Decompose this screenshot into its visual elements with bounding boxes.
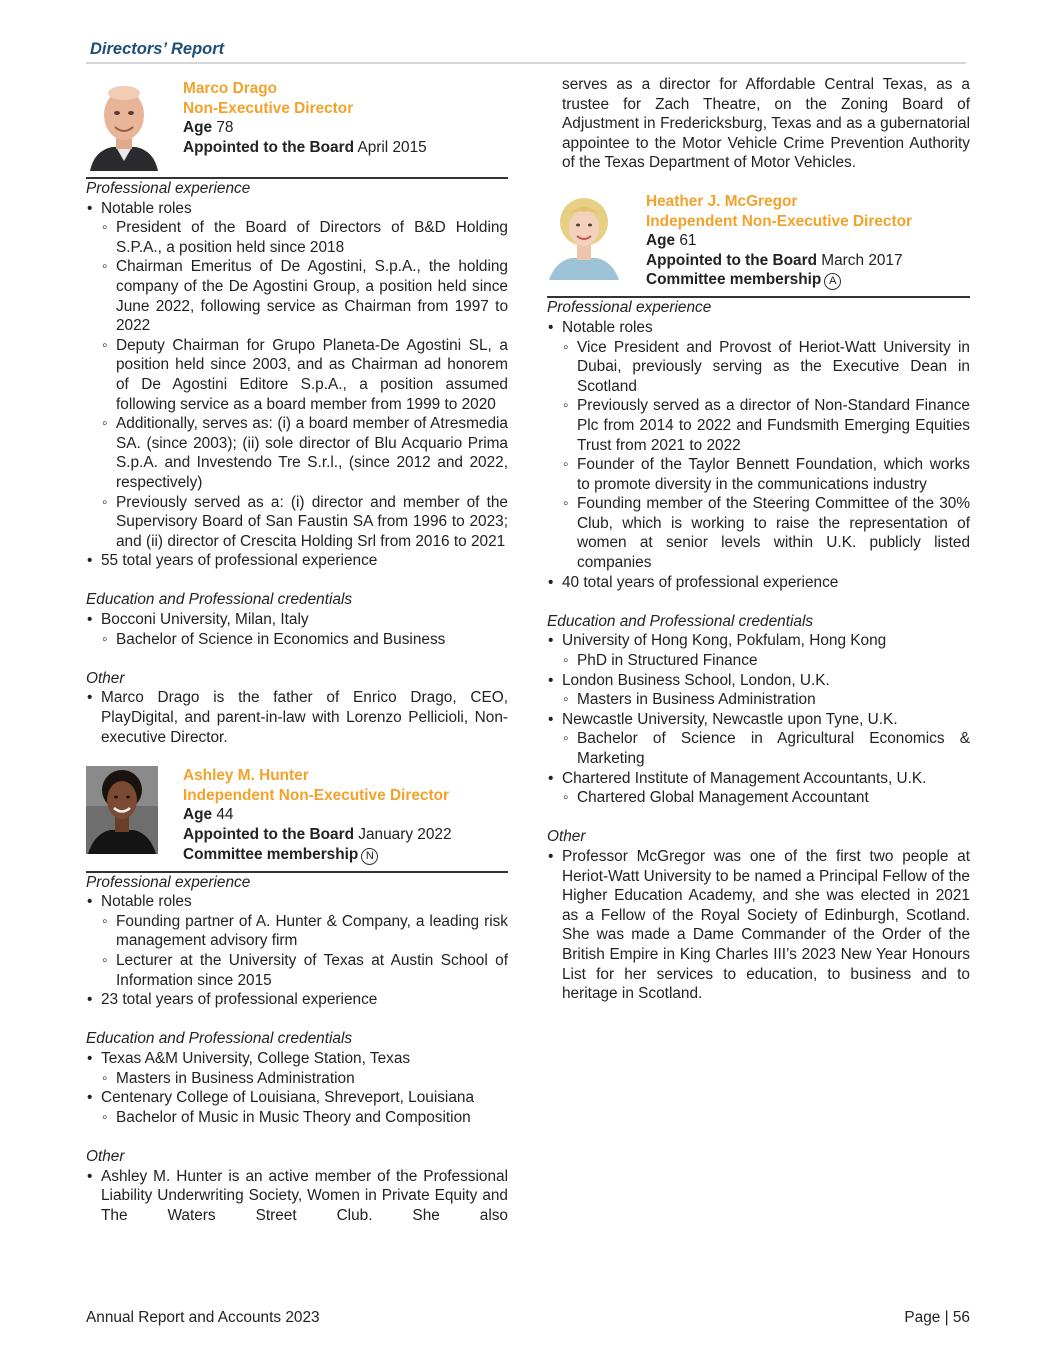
section-heading-education: Education and Professional credentials [86,1030,353,1048]
list-item: ◦ Founding partner of A. Hunter & Company, a leading risk management advisory firm [101,912,508,951]
age-value: 44 [216,806,234,824]
committee-label: Committee membership [183,845,359,863]
school-name: University of Hong Kong, Pokfulam, Hong Kong [562,632,887,650]
section-heading-other: Other [86,1147,125,1165]
director-profile-drago [86,79,508,179]
age-value: 61 [679,232,697,250]
appointed-value: March 2017 [821,251,903,269]
director-role: Independent Non-Executive Director [646,212,912,230]
list-item: ◦ Bachelor of Music in Music Theory and Composition [101,1108,508,1128]
right-column [547,75,970,1004]
roles-list [101,218,508,551]
list-item [86,610,508,649]
director-appointed [183,138,508,158]
list-item: ◦ Previously served as a: (i) director and member of the Supervisory Board of San Faustin SA from 1996 to 2023; and (ii) director of Crescita Holding Srl from 2016 to 2021 [101,493,508,552]
committee-label: Committee membership [646,271,822,289]
school-name: London Business School, London, U.K. [562,671,830,689]
school-name: Centenary College of Louisiana, Shreveport, Louisiana [101,1089,475,1107]
list-item [547,631,970,670]
age-label: Age [183,806,213,824]
director-info-hunter [183,766,508,864]
list-item: ◦ Vice President and Provost of Heriot-Watt University in Dubai, previously serving as the Executive Dean in Scotland [562,338,970,397]
section-heading-education: Education and Professional credentials [86,591,353,609]
footer-page-number: Page | 56 [904,1309,970,1326]
director-photo-drago [86,79,162,171]
section-heading-experience: Professional experience [86,873,251,891]
director-name: Heather J. McGregor [646,192,798,210]
hunter-other-continued: serves as a director for Affordable Central Texas, as a trustee for Zach Theatre, on the Zoning Board of Adjustment in Fredericksburg, Texas and as a gubernatorial appointee to the Motor Vehicle Crime Prevention Authority of the Texas Department of Motor Vehicles. [562,76,970,172]
list-item [547,769,970,808]
list-item [547,671,970,710]
left-column [86,79,508,1225]
committee-badge: A [824,273,841,290]
list-item: ◦ Bachelor of Science in Economics and Business [101,630,508,650]
list-item: ◦ Founder of the Taylor Bennett Foundation, which works to promote diversity in the communications industry [562,455,970,494]
experience-list [86,892,508,1010]
list-item [86,199,508,552]
list-item [86,1088,508,1127]
appointed-value: January 2022 [358,826,452,843]
director-profile-hunter [86,766,508,872]
list-item: ◦ Deputy Chairman for Grupo Planeta-De Agostini SL, a position held since 2003, and as Chairman ad honorem of De Agostini Editore S.p.A., a position assumed following service as a board member from 1999 to 2020 [101,336,508,414]
director-age [646,231,970,251]
list-item: ◦ Additionally, serves as: (i) a board member of Atresmedia SA. (since 2003); (ii) sole director of Blu Acquario Prima S.p.A. and Investendo Tre S.r.l., (since 2012 and 2022, respectively) [101,414,508,492]
school-name: Texas A&M University, College Station, Texas [101,1049,411,1067]
section-heading-education: Education and Professional credentials [547,612,814,630]
education-list [86,1049,508,1127]
committee-badge: N [361,848,378,865]
list-item [547,710,970,769]
appointed-value: April 2015 [357,138,427,156]
list-item: • 23 total years of professional experience [86,990,508,1010]
roles-list [101,912,508,990]
other-list [86,688,508,747]
director-age [183,118,508,138]
director-role: Non-Executive Director [183,99,354,117]
other-list [547,847,970,1004]
director-photo-mcgregor [547,192,621,280]
notable-roles-label: Notable roles [562,318,653,336]
list-item [86,892,508,990]
report-section-title: Directors’ Report [90,40,225,58]
director-photo-hunter [86,766,158,854]
age-label: Age [183,119,213,137]
section-heading-other: Other [86,669,125,687]
director-info-drago [183,79,508,157]
footer-report-title: Annual Report and Accounts 2023 [86,1309,320,1326]
list-item: • Ashley M. Hunter is an active member of the Professional Liability Underwriting Society, Women in Private Equity and The Waters Street Club. She also [86,1167,508,1226]
education-list [547,631,970,807]
list-item: ◦ PhD in Structured Finance [562,651,970,671]
school-name: Chartered Institute of Management Accountants, U.K. [562,769,927,787]
school-name: Newcastle University, Newcastle upon Tyne, U.K. [562,710,898,728]
director-info-mcgregor [646,192,970,290]
list-item: • Professor McGregor was one of the first two people at Heriot-Watt University to be named a Principal Fellow of the Higher Education Academy, and she was elected in 2021 as a Fellow of the Royal Society of Edinburgh, Scotland. She was made a Dame Commander of the Order of the British Empire in King Charles III’s 2023 New Year Honours List for her services to education, to business and to heritage in Scotland. [547,847,970,1004]
list-item: ◦ President of the Board of Directors of B&D Holding S.P.A., a position held since 2018 [101,218,508,257]
director-age [183,805,508,825]
list-item: ◦ Bachelor of Science in Agricultural Economics & Marketing [562,729,970,768]
appointed-label: Appointed to the Board [183,138,354,156]
header-divider [86,62,966,64]
list-item [547,318,970,573]
list-item: • 55 total years of professional experience [86,551,508,571]
experience-list [547,318,970,592]
list-item: ◦ Founding member of the Steering Committee of the 30% Club, which is working to raise the representation of women at senior levels within U.K. publicly listed companies [562,494,970,572]
section-heading-experience: Professional experience [86,180,251,197]
list-item: ◦ Chairman Emeritus of De Agostini, S.p.A., the holding company of the De Agostini Group, a position held since June 2022, following service as Chairman from 1997 to 2022 [101,257,508,335]
list-item: • Marco Drago is the father of Enrico Drago, CEO, PlayDigital, and parent-in-law with Lorenzo Pellicioli, Non-executive Director. [86,688,508,747]
director-appointed [183,825,508,845]
age-label: Age [646,232,676,250]
notable-roles-label: Notable roles [101,893,192,911]
experience-list [86,199,508,571]
director-profile-mcgregor [547,192,970,298]
list-item [86,1049,508,1088]
section-heading-other: Other [547,828,586,846]
director-appointed [646,251,970,271]
director-committee [646,270,970,290]
list-item: ◦ Chartered Global Management Accountant [562,788,970,808]
other-list [86,1167,508,1226]
director-name: Marco Drago [183,80,278,97]
list-item: • 40 total years of professional experience [547,573,970,593]
school-name: Bocconi University, Milan, Italy [101,611,309,629]
section-heading-experience: Professional experience [547,299,712,317]
list-item: ◦ Lecturer at the University of Texas at Austin School of Information since 2015 [101,951,508,990]
list-item: ◦ Masters in Business Administration [101,1069,508,1089]
director-name: Ashley M. Hunter [183,767,309,785]
list-item: ◦ Previously served as a director of Non-Standard Finance Plc from 2014 to 2022 and Fundsmith Emerging Equities Trust from 2021 to 2022 [562,396,970,455]
notable-roles-label: Notable roles [101,199,192,217]
appointed-label: Appointed to the Board [183,826,354,843]
age-value: 78 [216,119,234,137]
appointed-label: Appointed to the Board [646,251,817,269]
director-role: Independent Non-Executive Director [183,786,449,804]
director-committee [183,845,508,865]
roles-list [562,338,970,573]
education-list [86,610,508,649]
list-item: ◦ Masters in Business Administration [562,690,970,710]
